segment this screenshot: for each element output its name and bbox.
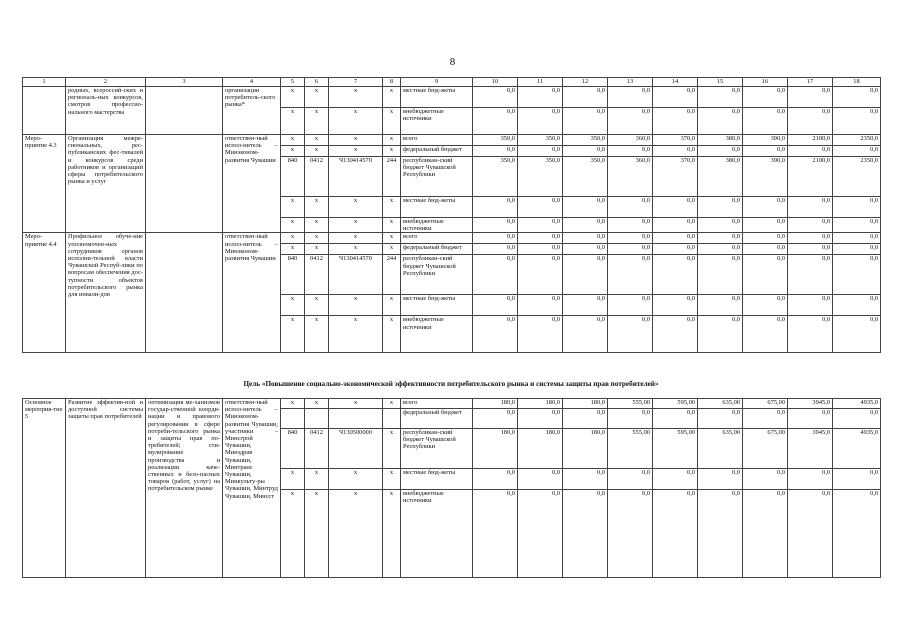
budget-code-cell: x: [281, 469, 305, 490]
amount-cell: 0,0: [473, 87, 518, 108]
amount-cell: 0,0: [743, 244, 788, 255]
amount-cell: 0,0: [473, 233, 518, 244]
amount-cell: 0,0: [788, 295, 833, 316]
col-num: 10: [473, 78, 518, 87]
amount-cell: 0,0: [473, 146, 518, 157]
amount-cell: 0,0: [608, 490, 653, 578]
col-num: 15: [698, 78, 743, 87]
amount-cell: 4935,0: [833, 429, 881, 469]
amount-cell: 0,0: [563, 233, 608, 244]
amount-cell: 0,0: [743, 490, 788, 578]
funding-source-cell: федеральный бюджет: [401, 146, 473, 157]
amount-cell: 180,0: [563, 399, 608, 409]
amount-cell: 0,0: [743, 87, 788, 108]
amount-cell: 0,0: [563, 87, 608, 108]
col-num: 11: [518, 78, 563, 87]
budget-code-cell: x: [305, 316, 329, 353]
col-num: 1: [23, 78, 66, 87]
budget-code-cell: Ч130414570: [329, 255, 383, 295]
budget-code-cell: [281, 409, 305, 429]
budget-code-cell: x: [305, 233, 329, 244]
amount-cell: 0,0: [833, 233, 881, 244]
budget-code-cell: [329, 409, 383, 429]
event-name-cell: Организация межре-гиональных, рес-публиканских фес-тивалей и конкурсов среди работников и организаций сферы потребительского рынка и услуг: [66, 135, 146, 233]
amount-cell: 360,0: [608, 157, 653, 197]
amount-cell: 0,0: [788, 490, 833, 578]
budget-code-cell: x: [305, 146, 329, 157]
budget-code-cell: x: [383, 108, 401, 135]
amount-cell: 0,0: [743, 255, 788, 295]
amount-cell: 675,00: [743, 399, 788, 409]
amount-cell: 370,0: [653, 157, 698, 197]
amount-cell: 0,0: [563, 108, 608, 135]
funding-source-cell: республикан-ский бюджет Чувашской Республики: [401, 157, 473, 197]
table-row: [23, 399, 881, 409]
col-num: 8: [383, 78, 401, 87]
amount-cell: 0,0: [563, 244, 608, 255]
amount-cell: 0,0: [518, 108, 563, 135]
budget-code-cell: x: [281, 108, 305, 135]
budget-code-cell: x: [383, 316, 401, 353]
amount-cell: 2100,0: [788, 157, 833, 197]
budget-code-cell: x: [305, 399, 329, 409]
amount-cell: 180,0: [563, 429, 608, 469]
amount-cell: 0,0: [518, 146, 563, 157]
funding-source-cell: местные бюд-жеты: [401, 87, 473, 108]
col-num: 17: [788, 78, 833, 87]
amount-cell: 555,00: [608, 399, 653, 409]
executor-cell: ответствен-ный испол-нитель – Минэконом-развития Чувашии: [223, 233, 281, 353]
amount-cell: 0,0: [788, 197, 833, 218]
budget-code-cell: x: [383, 295, 401, 316]
event-code-cell: [23, 87, 66, 135]
amount-cell: 370,0: [653, 135, 698, 146]
funding-source-cell: всего: [401, 399, 473, 409]
budget-code-cell: x: [281, 146, 305, 157]
amount-cell: 0,0: [563, 255, 608, 295]
budget-code-cell: x: [383, 490, 401, 578]
amount-cell: 0,0: [563, 316, 608, 353]
amount-cell: 0,0: [698, 218, 743, 233]
amount-cell: 350,0: [563, 135, 608, 146]
funding-source-cell: федеральный бюджет: [401, 244, 473, 255]
amount-cell: 0,0: [608, 197, 653, 218]
event-code-cell: Меро-приятие 4.3: [23, 135, 66, 233]
amount-cell: 2350,0: [833, 157, 881, 197]
amount-cell: 595,00: [653, 429, 698, 469]
amount-cell: 0,0: [698, 197, 743, 218]
budget-code-cell: Ч130500000: [329, 429, 383, 469]
budget-code-cell: 244: [383, 157, 401, 197]
budget-code-cell: x: [305, 218, 329, 233]
table-row: [23, 233, 881, 244]
amount-cell: 0,0: [743, 409, 788, 429]
amount-cell: 0,0: [743, 295, 788, 316]
budget-code-cell: x: [383, 233, 401, 244]
amount-cell: 180,0: [518, 429, 563, 469]
amount-cell: 0,0: [743, 108, 788, 135]
budget-table-goal: [22, 398, 881, 578]
table-row: [23, 87, 881, 108]
event-code-cell: Меро-приятие 4.4: [23, 233, 66, 353]
budget-code-cell: x: [281, 218, 305, 233]
budget-code-cell: x: [383, 399, 401, 409]
budget-code-cell: x: [329, 295, 383, 316]
amount-cell: 0,0: [653, 255, 698, 295]
amount-cell: 0,0: [473, 409, 518, 429]
amount-cell: 0,0: [563, 218, 608, 233]
amount-cell: 0,0: [518, 87, 563, 108]
amount-cell: 2350,0: [833, 135, 881, 146]
amount-cell: 3945,0: [788, 429, 833, 469]
budget-code-cell: 0412: [305, 429, 329, 469]
table-row: [23, 135, 881, 146]
budget-code-cell: x: [305, 244, 329, 255]
budget-code-cell: x: [383, 469, 401, 490]
amount-cell: 595,00: [653, 399, 698, 409]
amount-cell: 390,0: [743, 157, 788, 197]
budget-code-cell: x: [329, 197, 383, 218]
amount-cell: 635,00: [698, 429, 743, 469]
budget-code-cell: x: [281, 399, 305, 409]
amount-cell: 350,0: [563, 157, 608, 197]
amount-cell: 0,0: [833, 316, 881, 353]
amount-cell: 0,0: [608, 255, 653, 295]
amount-cell: 3945,0: [788, 399, 833, 409]
budget-code-cell: x: [383, 87, 401, 108]
amount-cell: 0,0: [608, 295, 653, 316]
amount-cell: 0,0: [608, 469, 653, 490]
amount-cell: 350,0: [518, 135, 563, 146]
budget-table: [22, 77, 881, 353]
amount-cell: 0,0: [653, 218, 698, 233]
result-cell: [146, 135, 223, 233]
budget-code-cell: 0412: [305, 157, 329, 197]
budget-code-cell: x: [329, 135, 383, 146]
budget-code-cell: x: [329, 218, 383, 233]
amount-cell: 0,0: [608, 244, 653, 255]
amount-cell: 0,0: [473, 197, 518, 218]
amount-cell: 0,0: [653, 316, 698, 353]
funding-source-cell: всего: [401, 135, 473, 146]
executor-cell: ответствен-ный испол-нитель – Минэконом-развития Чувашии, участники – Минсгрой Чувашии, Минздрав Чувашии, Минтранс Чувашии, Минкульту-ры Чувашии, Минтруд Чувашии, Минсст: [223, 399, 281, 578]
budget-code-cell: x: [383, 146, 401, 157]
budget-code-cell: x: [305, 108, 329, 135]
budget-code-cell: x: [305, 87, 329, 108]
amount-cell: 0,0: [563, 490, 608, 578]
col-num: 3: [146, 78, 223, 87]
amount-cell: 0,0: [653, 233, 698, 244]
amount-cell: 0,0: [608, 87, 653, 108]
amount-cell: 350,0: [473, 157, 518, 197]
amount-cell: 0,0: [563, 146, 608, 157]
amount-cell: 0,0: [518, 295, 563, 316]
amount-cell: 0,0: [788, 244, 833, 255]
amount-cell: 180,0: [473, 399, 518, 409]
amount-cell: 0,0: [788, 87, 833, 108]
budget-code-cell: x: [305, 197, 329, 218]
amount-cell: 0,0: [518, 409, 563, 429]
amount-cell: 0,0: [653, 469, 698, 490]
amount-cell: 0,0: [473, 490, 518, 578]
budget-code-cell: x: [329, 146, 383, 157]
col-num: 6: [305, 78, 329, 87]
funding-source-cell: всего: [401, 233, 473, 244]
budget-code-cell: x: [329, 399, 383, 409]
amount-cell: 180,0: [518, 399, 563, 409]
funding-source-cell: республикан-ский бюджет Чувашской Республики: [401, 429, 473, 469]
amount-cell: 0,0: [698, 295, 743, 316]
budget-code-cell: x: [383, 218, 401, 233]
amount-cell: 0,0: [698, 233, 743, 244]
budget-code-cell: 0412: [305, 255, 329, 295]
col-num: 14: [653, 78, 698, 87]
amount-cell: 0,0: [563, 197, 608, 218]
col-num: 4: [223, 78, 281, 87]
amount-cell: 0,0: [788, 409, 833, 429]
amount-cell: 635,00: [698, 399, 743, 409]
budget-code-cell: x: [383, 429, 401, 469]
amount-cell: 0,0: [473, 295, 518, 316]
amount-cell: 0,0: [473, 244, 518, 255]
budget-code-cell: x: [281, 87, 305, 108]
col-num: 9: [401, 78, 473, 87]
budget-code-cell: 840: [281, 255, 305, 295]
amount-cell: 0,0: [743, 218, 788, 233]
amount-cell: 0,0: [833, 409, 881, 429]
funding-source-cell: местные бюд-жеты: [401, 295, 473, 316]
budget-code-cell: x: [281, 233, 305, 244]
budget-code-cell: x: [329, 469, 383, 490]
budget-code-cell: x: [305, 135, 329, 146]
amount-cell: 0,0: [653, 146, 698, 157]
col-num: 18: [833, 78, 881, 87]
amount-cell: 0,0: [518, 316, 563, 353]
amount-cell: 180,0: [473, 429, 518, 469]
amount-cell: 380,0: [698, 157, 743, 197]
amount-cell: 0,0: [473, 108, 518, 135]
amount-cell: 0,0: [608, 146, 653, 157]
amount-cell: 390,0: [743, 135, 788, 146]
budget-code-cell: x: [305, 490, 329, 578]
col-num: 13: [608, 78, 653, 87]
amount-cell: 0,0: [788, 108, 833, 135]
amount-cell: 0,0: [563, 469, 608, 490]
amount-cell: 0,0: [473, 316, 518, 353]
amount-cell: 0,0: [743, 316, 788, 353]
amount-cell: 0,0: [698, 255, 743, 295]
budget-code-cell: x: [329, 108, 383, 135]
amount-cell: 0,0: [788, 233, 833, 244]
executor-cell: организации потребитель-ского рынка*: [223, 87, 281, 135]
amount-cell: 0,0: [698, 244, 743, 255]
budget-code-cell: x: [281, 197, 305, 218]
budget-code-cell: x: [281, 244, 305, 255]
amount-cell: 0,0: [518, 490, 563, 578]
goal-heading: Цель «Повышение социально-экономической эффективности потребительского рынка и системы защиты прав потребителей»: [243, 380, 659, 388]
amount-cell: 0,0: [698, 469, 743, 490]
amount-cell: 0,0: [743, 469, 788, 490]
amount-cell: 0,0: [788, 469, 833, 490]
funding-source-cell: внебюджетные источники: [401, 218, 473, 233]
amount-cell: 555,00: [608, 429, 653, 469]
result-cell: оптимизация ме-ханизмов государ-ственной коорди-нации и правового регулирования в сфере потреби-тельского рынка и защиты прав по-требителей; сти-мулирование производства и реализации каче-ственных и безо-пасных товаров (работ, услуг) на потребительском рынке: [146, 399, 223, 578]
amount-cell: 0,0: [653, 197, 698, 218]
amount-cell: 0,0: [743, 233, 788, 244]
event-name-cell: Развитие эффектив-ной и доступной системы защиты прав потребителей: [66, 399, 146, 578]
result-cell: [146, 87, 223, 135]
budget-code-cell: [305, 409, 329, 429]
amount-cell: 0,0: [653, 244, 698, 255]
amount-cell: 0,0: [608, 108, 653, 135]
amount-cell: 0,0: [833, 197, 881, 218]
amount-cell: 0,0: [743, 146, 788, 157]
budget-code-cell: x: [329, 87, 383, 108]
amount-cell: 360,0: [608, 135, 653, 146]
amount-cell: 0,0: [788, 255, 833, 295]
budget-code-cell: x: [329, 490, 383, 578]
amount-cell: 0,0: [698, 108, 743, 135]
amount-cell: 350,0: [518, 157, 563, 197]
amount-cell: 0,0: [563, 295, 608, 316]
amount-cell: 0,0: [833, 87, 881, 108]
budget-code-cell: 840: [281, 429, 305, 469]
funding-source-cell: внебюджетные источники: [401, 108, 473, 135]
budget-code-cell: x: [281, 295, 305, 316]
amount-cell: 0,0: [833, 295, 881, 316]
budget-code-cell: x: [281, 135, 305, 146]
amount-cell: 4935,0: [833, 399, 881, 409]
executor-cell: ответствен-ный испол-нитель – Минэконом-развития Чувашии: [223, 135, 281, 233]
col-num: 12: [563, 78, 608, 87]
budget-code-cell: x: [281, 316, 305, 353]
amount-cell: 0,0: [518, 233, 563, 244]
amount-cell: 0,0: [743, 197, 788, 218]
budget-code-cell: 840: [281, 157, 305, 197]
col-num: 7: [329, 78, 383, 87]
amount-cell: 0,0: [653, 87, 698, 108]
amount-cell: 0,0: [608, 316, 653, 353]
amount-cell: 0,0: [518, 218, 563, 233]
page-number: 8: [449, 56, 456, 68]
amount-cell: 0,0: [473, 469, 518, 490]
budget-code-cell: x: [383, 244, 401, 255]
budget-code-cell: Ч130414570: [329, 157, 383, 197]
funding-source-cell: местные бюд-жеты: [401, 469, 473, 490]
amount-cell: 0,0: [518, 469, 563, 490]
amount-cell: 0,0: [473, 255, 518, 295]
amount-cell: 0,0: [833, 146, 881, 157]
event-name-cell: Профильное обуче-ние уполномочен-ных сотрудников органов исполни-тельной власти Чувашской Респуб-лики по вопросам обеспечения дос-тупности объектов потребительского рынка для инвали-дов: [66, 233, 146, 353]
amount-cell: 0,0: [698, 316, 743, 353]
amount-cell: 350,0: [473, 135, 518, 146]
amount-cell: 0,0: [518, 197, 563, 218]
amount-cell: 2100,0: [788, 135, 833, 146]
amount-cell: 0,0: [608, 233, 653, 244]
amount-cell: 0,0: [653, 295, 698, 316]
amount-cell: 675,00: [743, 429, 788, 469]
col-num: 5: [281, 78, 305, 87]
amount-cell: 0,0: [833, 255, 881, 295]
budget-code-cell: 244: [383, 255, 401, 295]
amount-cell: 0,0: [653, 490, 698, 578]
funding-source-cell: местные бюд-жеты: [401, 197, 473, 218]
budget-code-cell: x: [383, 135, 401, 146]
amount-cell: 0,0: [698, 146, 743, 157]
budget-code-cell: x: [305, 469, 329, 490]
amount-cell: 0,0: [833, 244, 881, 255]
amount-cell: 0,0: [788, 146, 833, 157]
funding-source-cell: внебюджетные источники: [401, 316, 473, 353]
amount-cell: 0,0: [653, 409, 698, 429]
amount-cell: 0,0: [833, 469, 881, 490]
amount-cell: 0,0: [833, 108, 881, 135]
amount-cell: 0,0: [788, 218, 833, 233]
amount-cell: 0,0: [698, 87, 743, 108]
event-code-cell: Основное мероприя-тие 5: [23, 399, 66, 578]
column-number-row: [23, 78, 881, 87]
budget-code-cell: x: [329, 233, 383, 244]
amount-cell: 0,0: [833, 490, 881, 578]
budget-code-cell: [383, 409, 401, 429]
amount-cell: 0,0: [518, 255, 563, 295]
result-cell: [146, 233, 223, 353]
col-num: 2: [66, 78, 146, 87]
amount-cell: 0,0: [698, 490, 743, 578]
amount-cell: 0,0: [563, 409, 608, 429]
budget-code-cell: x: [329, 316, 383, 353]
amount-cell: 0,0: [518, 244, 563, 255]
amount-cell: 0,0: [698, 409, 743, 429]
budget-code-cell: x: [329, 244, 383, 255]
budget-code-cell: x: [305, 295, 329, 316]
amount-cell: 0,0: [473, 218, 518, 233]
col-num: 16: [743, 78, 788, 87]
funding-source-cell: внебюджетные источники: [401, 490, 473, 578]
funding-source-cell: республикан-ский бюджет Чувашской Республики: [401, 255, 473, 295]
amount-cell: 0,0: [788, 316, 833, 353]
amount-cell: 0,0: [833, 218, 881, 233]
budget-code-cell: x: [383, 197, 401, 218]
amount-cell: 0,0: [653, 108, 698, 135]
event-name-cell: родных, всероссий-ских и региональ-ных конкурсов, смотров профессио-нального мастерства: [66, 87, 146, 135]
amount-cell: 380,0: [698, 135, 743, 146]
amount-cell: 0,0: [608, 409, 653, 429]
funding-source-cell: федеральный бюджет: [401, 409, 473, 429]
budget-code-cell: x: [281, 490, 305, 578]
amount-cell: 0,0: [608, 218, 653, 233]
